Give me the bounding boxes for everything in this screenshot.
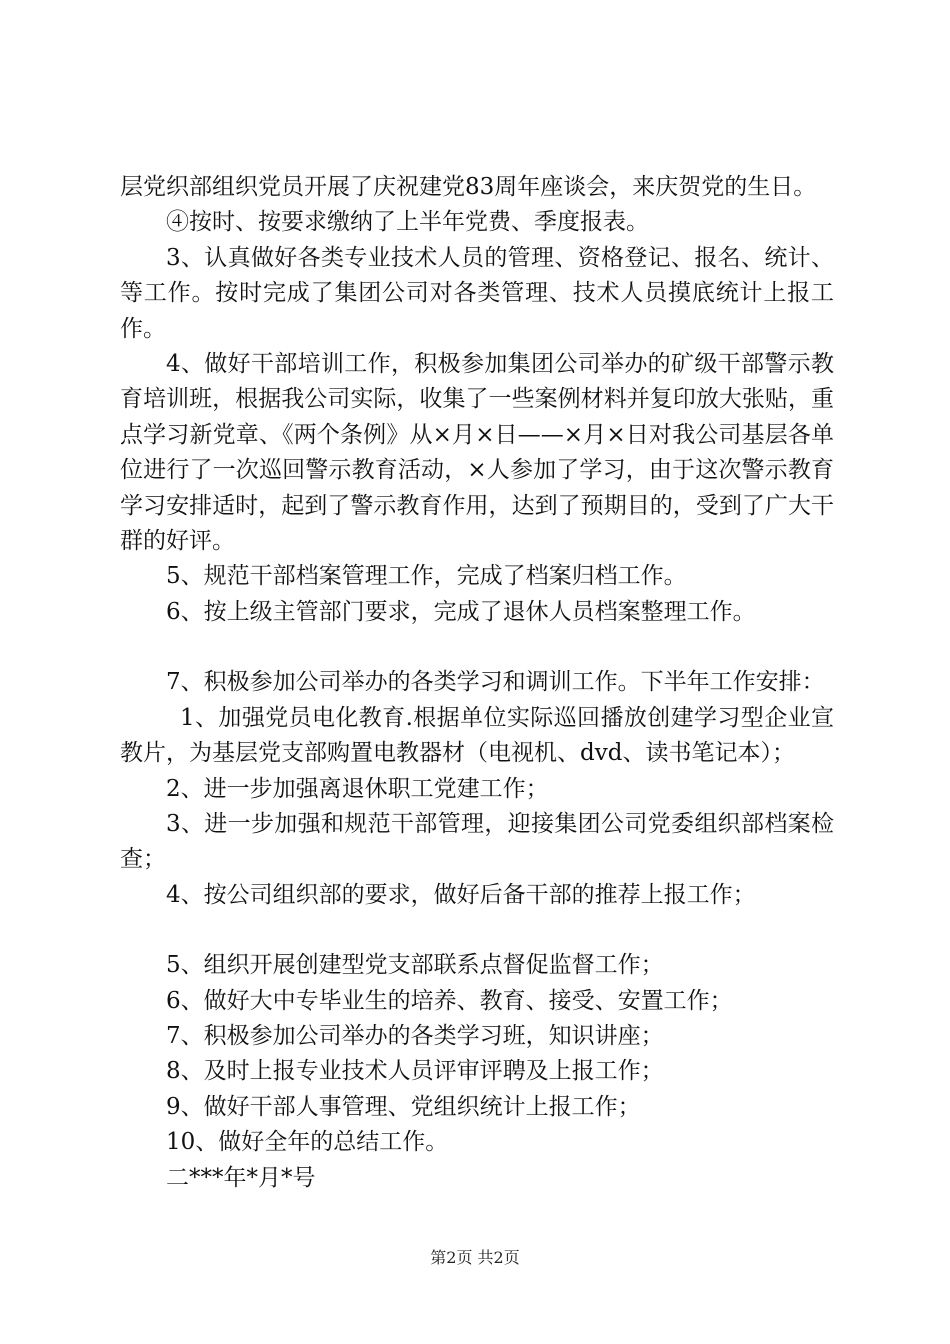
paragraph-item-4-cadre-training: 4、做好干部培训工作，积极参加集团公司举办的矿级干部警示教育培训班，根据我公司实际，收集了一些案例材料并复印放大张贴，重点学习新党章、《两个条例》从×月×日——×月×日对我公司基层各单位进行了一次巡回警示教育活动，×人参加了学习，由于这次警示教育学习安排适时，起到了警示教育作用，达到了预期目的，受到了广大干群的好评。 [120, 351, 834, 555]
paragraph-gap [120, 630, 834, 665]
paragraph-item-7-study: 7、积极参加公司举办的各类学习和调训工作。下半年工作安排： [166, 669, 825, 696]
paragraph-dues-payment: ④按时、按要求缴纳了上半年党费、季度报表。 [166, 209, 649, 236]
document-body [120, 170, 834, 1196]
page-number-footer: 第2页 共2页 [430, 1248, 520, 1267]
document-date: 二***年*月*号 [166, 1164, 316, 1191]
paragraph-gap [120, 913, 834, 948]
paragraph-item-6-retiree-archives: 6、按上级主管部门要求，完成了退休人员档案整理工作。 [166, 598, 756, 625]
plan-item-2-retirees: 2、进一步加强离退休职工党建工作； [166, 775, 549, 802]
plan-item-6-graduates: 6、做好大中专毕业生的培养、教育、接受、安置工作； [166, 987, 733, 1014]
plan-item-8-evaluation: 8、及时上报专业技术人员评审评聘及上报工作； [166, 1058, 664, 1085]
plan-item-3-cadre-management: 3、进一步加强和规范干部管理，迎接集团公司党委组织部档案检查； [120, 810, 834, 873]
plan-item-1-education: 1、加强党员电化教育.根据单位实际巡回播放创建学习型企业宣教片，为基层党支部购置电教器材（电视机、dvd、读书笔记本）； [120, 704, 834, 767]
plan-item-10-summary: 10、做好全年的总结工作。 [166, 1129, 449, 1156]
plan-item-4-reserve-cadres: 4、按公司组织部的要求，做好后备干部的推荐上报工作； [166, 881, 756, 908]
paragraph-item-5-archives: 5、规范干部档案管理工作，完成了档案归档工作。 [166, 563, 687, 590]
plan-item-5-branch-contact: 5、组织开展创建型党支部联系点督促监督工作； [166, 952, 664, 979]
plan-item-9-personnel: 9、做好干部人事管理、党组织统计上报工作； [166, 1093, 641, 1120]
paragraph-item-3-technical-staff: 3、认真做好各类专业技术人员的管理、资格登记、报名、统计、等工作。按时完成了集团公司对各类管理、技术人员摸底统计上报工作。 [120, 244, 834, 342]
paragraph-party-anniversary: 层党织部组织党员开展了庆祝建党83周年座谈会，来庆贺党的生日。 [120, 174, 817, 200]
plan-item-7-lectures: 7、积极参加公司举办的各类学习班，知识讲座； [166, 1022, 664, 1049]
